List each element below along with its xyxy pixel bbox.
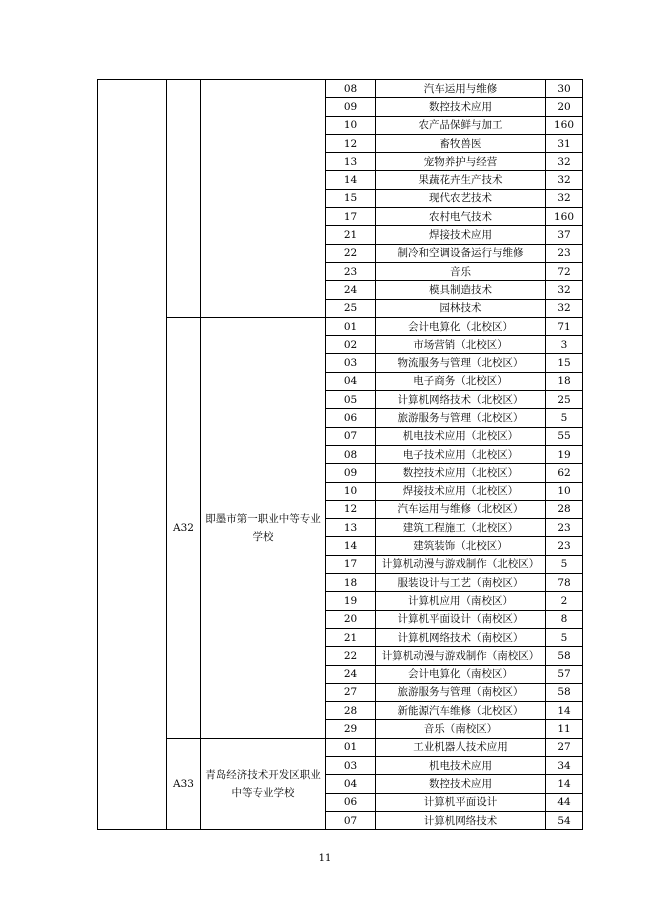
school-code-cell: A33	[167, 738, 201, 829]
school-name-cell: 即墨市第一职业中等专业学校	[201, 317, 326, 738]
major-code-cell: 08	[326, 445, 376, 463]
enrollment-count-cell: 10	[546, 482, 583, 500]
school-code-cell: A32	[167, 317, 201, 738]
major-name-cell: 计算机应用（南校区）	[376, 592, 546, 610]
major-name-cell: 计算机网络技术	[376, 811, 546, 829]
major-name-cell: 服装设计与工艺（南校区）	[376, 574, 546, 592]
major-code-cell: 06	[326, 793, 376, 811]
enrollment-count-cell: 58	[546, 647, 583, 665]
major-name-cell: 电子商务（北校区）	[376, 372, 546, 390]
page-number: 11	[318, 853, 332, 864]
major-code-cell: 07	[326, 811, 376, 829]
major-name-cell: 计算机平面设计	[376, 793, 546, 811]
enrollment-count-cell: 19	[546, 445, 583, 463]
major-name-cell: 会计电算化（南校区）	[376, 665, 546, 683]
major-code-cell: 03	[326, 756, 376, 774]
major-code-cell: 08	[326, 80, 376, 98]
major-code-cell: 25	[326, 299, 376, 317]
enrollment-count-cell: 23	[546, 244, 583, 262]
school-name-cell	[201, 80, 326, 318]
major-name-cell: 物流服务与管理（北校区）	[376, 354, 546, 372]
enrollment-count-cell: 18	[546, 372, 583, 390]
school-name-cell: 青岛经济技术开发区职业中等专业学校	[201, 738, 326, 829]
major-name-cell: 农村电气技术	[376, 208, 546, 226]
major-code-cell: 27	[326, 683, 376, 701]
major-code-cell: 23	[326, 262, 376, 280]
major-code-cell: 10	[326, 482, 376, 500]
table-row	[98, 317, 583, 335]
major-name-cell: 电子技术应用（北校区）	[376, 445, 546, 463]
enrollment-count-cell: 14	[546, 775, 583, 793]
major-code-cell: 05	[326, 391, 376, 409]
major-name-cell: 计算机网络技术（南校区）	[376, 628, 546, 646]
enrollment-count-cell: 5	[546, 628, 583, 646]
major-name-cell: 数控技术应用	[376, 98, 546, 116]
enrollment-count-cell: 57	[546, 665, 583, 683]
major-name-cell: 园林技术	[376, 299, 546, 317]
major-code-cell: 04	[326, 372, 376, 390]
enrollment-count-cell: 32	[546, 189, 583, 207]
major-name-cell: 数控技术应用（北校区）	[376, 464, 546, 482]
enrollment-count-cell: 2	[546, 592, 583, 610]
region-cell	[98, 80, 167, 830]
enrollment-count-cell: 71	[546, 317, 583, 335]
major-code-cell: 22	[326, 244, 376, 262]
major-code-cell: 24	[326, 665, 376, 683]
major-name-cell: 市场营销（北校区）	[376, 336, 546, 354]
enrollment-count-cell: 28	[546, 500, 583, 518]
enrollment-count-cell: 32	[546, 171, 583, 189]
enrollment-count-cell: 72	[546, 262, 583, 280]
major-name-cell: 旅游服务与管理（南校区）	[376, 683, 546, 701]
major-name-cell: 焊接技术应用（北校区）	[376, 482, 546, 500]
major-code-cell: 10	[326, 116, 376, 134]
enrollment-count-cell: 27	[546, 738, 583, 756]
major-code-cell: 14	[326, 171, 376, 189]
major-name-cell: 现代农艺技术	[376, 189, 546, 207]
major-code-cell: 28	[326, 702, 376, 720]
enrollment-count-cell: 32	[546, 153, 583, 171]
admissions-table	[97, 79, 583, 830]
enrollment-count-cell: 23	[546, 519, 583, 537]
major-name-cell: 汽车运用与维修	[376, 80, 546, 98]
major-name-cell: 会计电算化（北校区）	[376, 317, 546, 335]
major-code-cell: 19	[326, 592, 376, 610]
enrollment-count-cell: 54	[546, 811, 583, 829]
major-name-cell: 建筑装饰（北校区）	[376, 537, 546, 555]
enrollment-count-cell: 31	[546, 134, 583, 152]
enrollment-count-cell: 14	[546, 702, 583, 720]
major-name-cell: 模具制造技术	[376, 281, 546, 299]
school-code-cell	[167, 80, 201, 318]
enrollment-count-cell: 34	[546, 756, 583, 774]
major-name-cell: 音乐（南校区）	[376, 720, 546, 738]
major-code-cell: 15	[326, 189, 376, 207]
enrollment-count-cell: 37	[546, 226, 583, 244]
major-code-cell: 13	[326, 153, 376, 171]
major-code-cell: 09	[326, 98, 376, 116]
major-code-cell: 04	[326, 775, 376, 793]
enrollment-count-cell: 25	[546, 391, 583, 409]
enrollment-count-cell: 62	[546, 464, 583, 482]
table-row	[98, 738, 583, 756]
major-name-cell: 计算机动漫与游戏制作（南校区）	[376, 647, 546, 665]
enrollment-count-cell: 58	[546, 683, 583, 701]
enrollment-count-cell: 23	[546, 537, 583, 555]
major-name-cell: 计算机平面设计（南校区）	[376, 610, 546, 628]
major-name-cell: 机电技术应用	[376, 756, 546, 774]
major-code-cell: 13	[326, 519, 376, 537]
major-name-cell: 汽车运用与维修（北校区）	[376, 500, 546, 518]
enrollment-count-cell: 160	[546, 116, 583, 134]
enrollment-count-cell: 15	[546, 354, 583, 372]
major-name-cell: 新能源汽车维修（北校区）	[376, 702, 546, 720]
major-name-cell: 畜牧兽医	[376, 134, 546, 152]
major-name-cell: 旅游服务与管理（北校区）	[376, 409, 546, 427]
enrollment-count-cell: 32	[546, 281, 583, 299]
major-code-cell: 12	[326, 134, 376, 152]
enrollment-count-cell: 20	[546, 98, 583, 116]
major-name-cell: 农产品保鲜与加工	[376, 116, 546, 134]
major-code-cell: 02	[326, 336, 376, 354]
enrollment-count-cell: 78	[546, 574, 583, 592]
table-row	[98, 80, 583, 98]
major-code-cell: 01	[326, 317, 376, 335]
major-name-cell: 音乐	[376, 262, 546, 280]
enrollment-count-cell: 3	[546, 336, 583, 354]
major-name-cell: 建筑工程施工（北校区）	[376, 519, 546, 537]
major-name-cell: 果蔬花卉生产技术	[376, 171, 546, 189]
major-code-cell: 24	[326, 281, 376, 299]
major-code-cell: 20	[326, 610, 376, 628]
enrollment-count-cell: 5	[546, 555, 583, 573]
major-code-cell: 18	[326, 574, 376, 592]
major-name-cell: 焊接技术应用	[376, 226, 546, 244]
major-code-cell: 07	[326, 427, 376, 445]
major-code-cell: 12	[326, 500, 376, 518]
enrollment-count-cell: 44	[546, 793, 583, 811]
major-code-cell: 21	[326, 226, 376, 244]
major-name-cell: 计算机动漫与游戏制作（北校区）	[376, 555, 546, 573]
major-name-cell: 工业机器人技术应用	[376, 738, 546, 756]
enrollment-count-cell: 5	[546, 409, 583, 427]
enrollment-count-cell: 32	[546, 299, 583, 317]
major-code-cell: 03	[326, 354, 376, 372]
major-name-cell: 数控技术应用	[376, 775, 546, 793]
major-code-cell: 06	[326, 409, 376, 427]
major-name-cell: 机电技术应用（北校区）	[376, 427, 546, 445]
enrollment-count-cell: 8	[546, 610, 583, 628]
major-code-cell: 29	[326, 720, 376, 738]
enrollment-count-cell: 11	[546, 720, 583, 738]
major-code-cell: 09	[326, 464, 376, 482]
major-code-cell: 01	[326, 738, 376, 756]
major-name-cell: 宠物养护与经营	[376, 153, 546, 171]
major-name-cell: 计算机网络技术（北校区）	[376, 391, 546, 409]
major-code-cell: 17	[326, 208, 376, 226]
major-code-cell: 17	[326, 555, 376, 573]
admissions-table-body	[98, 80, 583, 830]
major-code-cell: 21	[326, 628, 376, 646]
enrollment-count-cell: 160	[546, 208, 583, 226]
enrollment-count-cell: 30	[546, 80, 583, 98]
major-code-cell: 14	[326, 537, 376, 555]
major-name-cell: 制冷和空调设备运行与维修	[376, 244, 546, 262]
major-code-cell: 22	[326, 647, 376, 665]
enrollment-count-cell: 55	[546, 427, 583, 445]
